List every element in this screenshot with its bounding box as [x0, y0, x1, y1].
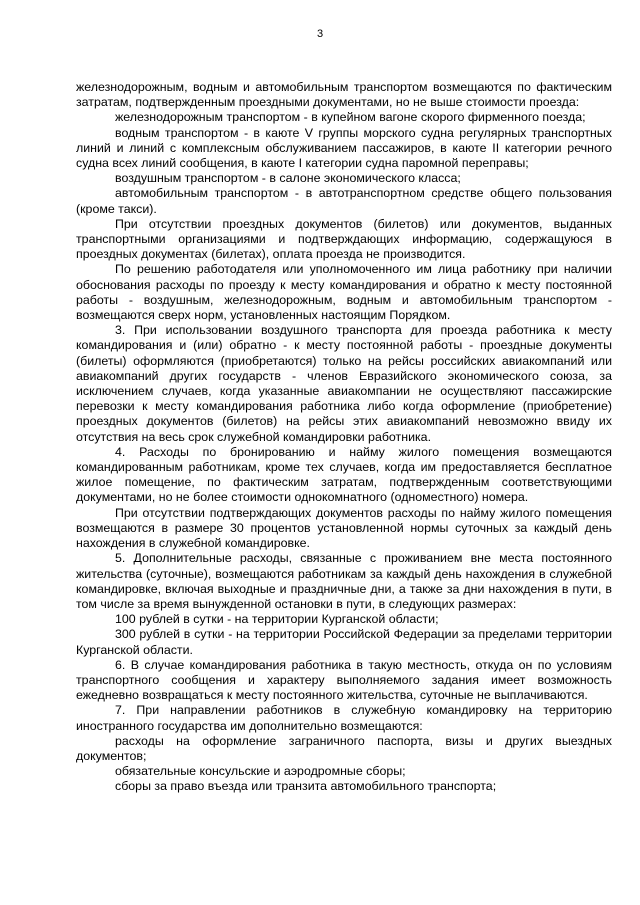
paragraph: По решению работодателя или уполномоченного им лица работнику при наличии обоснования расходы по проезду к месту командирования и обратно к месту постоянной работы - воздушным, железнодорожным, водным и автомобильным транспортом - возмещаются сверх норм, установленных настоящим Порядком. [76, 262, 612, 323]
paragraph: водным транспортом - в каюте V группы морского судна регулярных транспортных линий и линий с комплексным обслуживанием пассажиров, в каюте II категории речного судна всех линий сообщения, в каюте I категории судна паромной переправы; [76, 125, 612, 171]
paragraph: 7. При направлении работников в служебную командировку на территорию иностранного государства им дополнительно возмещаются: [76, 703, 612, 733]
paragraph: воздушным транспортом - в салоне экономического класса; [115, 171, 461, 186]
document-body [76, 80, 612, 795]
page-number: 3 [316, 28, 324, 40]
paragraph: расходы на оформление заграничного паспорта, визы и других выездных документов; [76, 733, 612, 763]
paragraph: 5. Дополнительные расходы, связанные с проживанием вне места постоянного жительства (суточные), возмещаются работникам за каждый день нахождения в служебной командировке, включая выходные и праздничные дни, а также за дни нахождения в пути, в том числе за время вынужденной остановки в пути, в следующих размерах: [76, 551, 612, 611]
paragraph: 4. Расходы по бронированию и найму жилого помещения возмещаются командированным работникам, кроме тех случаев, когда им предоставляется бесплатное жилое помещение, по фактическим затратам, подтвержденным соответствующими документами, но не более стоимости однокомнатного (одноместного) номера. [76, 444, 612, 505]
paragraph: При отсутствии проездных документов (билетов) или документов, выданных транспортными организациями и подтверждающих информацию, содержащуюся в проездных документах (билетах), оплата проезда не производится. [76, 216, 612, 262]
paragraph: железнодорожным транспортом - в купейном вагоне скорого фирменного поезда; [115, 110, 586, 125]
paragraph: 100 рублей в сутки - на территории Курганской области; [115, 612, 439, 627]
paragraph: 6. В случае командирования работника в такую местность, откуда он по условиям транспортного сообщения и характеру выполняемого задания имеет возможность ежедневно возвращаться к месту постоянного жительства, суточные не выплачиваются. [76, 657, 612, 703]
paragraph: железнодорожным, водным и автомобильным транспортом возмещаются по фактическим затратам, подтвержденным проездными документами, но не выше стоимости проезда: [76, 80, 612, 110]
paragraph: обязательные консульские и аэродромные сборы; [115, 764, 406, 779]
paragraph: При отсутствии подтверждающих документов расходы по найму жилого помещения возмещаются в размере 30 процентов установленной нормы суточных за каждый день нахождения в служебной командировке. [76, 505, 612, 551]
paragraph: 300 рублей в сутки - на территории Российской Федерации за пределами территории Курганской области. [76, 627, 612, 657]
paragraph: сборы за право въезда или транзита автомобильного транспорта; [115, 779, 497, 794]
paragraph: 3. При использовании воздушного транспорта для проезда работника к месту командирования и (или) обратно - к месту постоянной работы - проездные документы (билеты) оформляются (приобретаются) только на рейсы российских авиакомпаний или авиакомпаний других государств - членов Евразийского экономического союза, за исключением случаев, когда указанные авиакомпании не осуществляют пассажирские перевозки к месту командирования работника либо когда оформление (приобретение) проездных документов (билетов) на рейсы этих авиакомпаний невозможно ввиду их отсутствия на весь срок служебной командировки работника. [76, 323, 612, 444]
paragraph: автомобильным транспортом - в автотранспортном средстве общего пользования (кроме такси). [76, 186, 612, 216]
